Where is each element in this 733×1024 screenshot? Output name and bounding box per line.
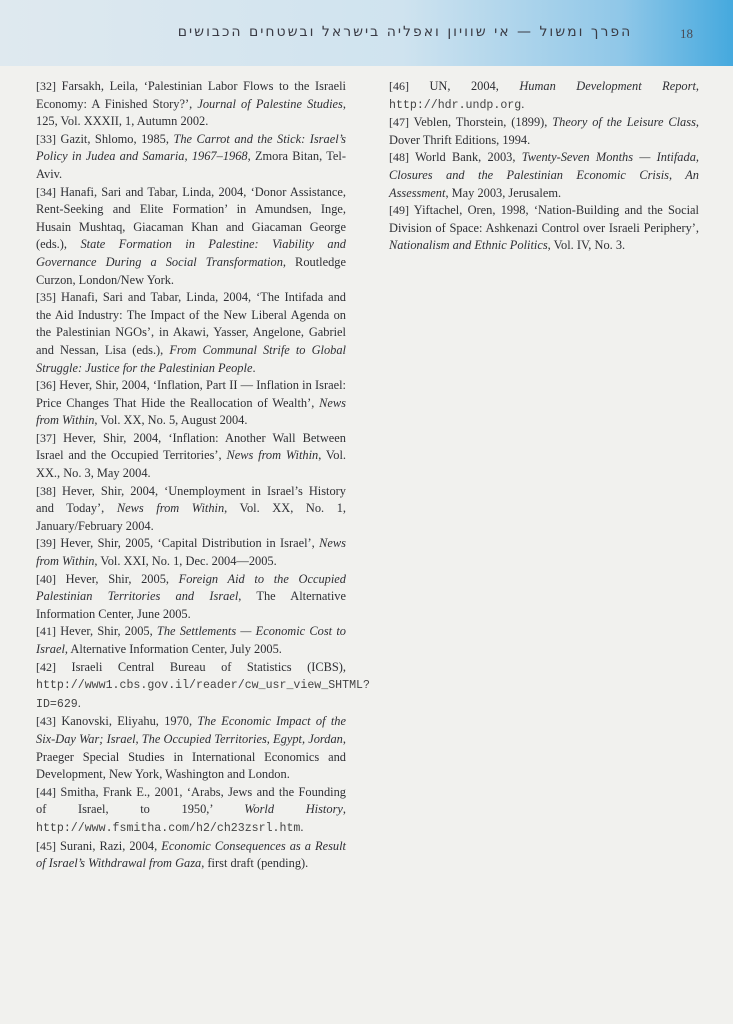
reference-text: Kanovski, Eliyahu, 1970,: [56, 714, 198, 729]
reference-number: [38]: [36, 483, 56, 498]
reference-entry: [36, 483, 346, 536]
reference-title: The Carrot and the Stick: Israel’s Policy in Judea and Samaria, 1967–1968: [36, 131, 346, 164]
reference-number: [41]: [36, 624, 56, 639]
reference-title: Foreign Aid to the Occupied Palestinian Territories and Israel: [36, 571, 346, 604]
page-number: 18: [680, 26, 693, 41]
reference-text: , 125, Vol. XXXII, 1, Autumn 2002.: [36, 96, 346, 129]
reference-title: From Communal Strife to Global Struggle: Justice for the Palestinian People: [36, 342, 346, 375]
reference-text: Israeli Central Bureau of Statistics (ICBS),: [56, 659, 346, 674]
reference-text: , Vol. XXI, No. 1, Dec. 2004—2005.: [94, 554, 277, 569]
reference-title: World History: [244, 802, 343, 817]
references-right-column: [389, 78, 699, 255]
reference-text: Hever, Shir, 2004, ‘Inflation, Part II — Inflation in Israel: Price Changes That Hide the Reallocation of Wealth’,: [36, 378, 346, 410]
reference-entry: [36, 184, 346, 290]
reference-url: http://www.fsmitha.com/h2/ch23zsrl.htm: [36, 821, 301, 835]
reference-title: State Formation in Palestine: Viability and Governance During a Social Transformation: [36, 237, 347, 269]
reference-number: [46]: [389, 79, 409, 93]
reference-number: [39]: [36, 536, 56, 551]
reference-text: , Praeger Special Studies in International Economics and Development, New York, Washington and London.: [36, 731, 346, 782]
reference-text: , Vol. XX., No. 3, May 2004.: [36, 448, 346, 481]
reference-number: [48]: [389, 150, 409, 165]
reference-text: .: [521, 96, 525, 111]
reference-text: .: [252, 360, 256, 375]
reference-text: ,: [342, 802, 346, 817]
reference-text: Hever, Shir, 2005,: [56, 571, 179, 586]
reference-entry: [36, 289, 346, 377]
reference-text: UN, 2004,: [409, 79, 520, 93]
reference-title: Theory of the Leisure Class: [552, 115, 696, 130]
reference-text: , The Alternative Information Center, June 2005.: [36, 589, 346, 621]
reference-text: , Routledge Curzon, London/New York.: [36, 254, 346, 287]
reference-title: Journal of Palestine Studies: [197, 96, 343, 111]
references-left-column: [36, 78, 370, 873]
reference-number: [44]: [36, 784, 56, 799]
reference-text: Hever, Shir, 2004, ‘Unemployment in Israel’s History and Today’,: [36, 483, 346, 516]
reference-title: News from Within: [226, 448, 319, 463]
reference-entry: [36, 377, 346, 430]
reference-number: [37]: [36, 430, 56, 445]
reference-entry: [36, 131, 346, 184]
reference-title: The Economic Impact of the Six-Day War; Israel, The Occupied Territories, Egypt, Jordan: [36, 714, 346, 746]
reference-number: [32]: [36, 79, 56, 93]
reference-title: Twenty-Seven Months — Intifada, Closures and the Palestinian Economic Crisis, An Assessment: [389, 150, 699, 200]
reference-text: Smitha, Frank E., 2001, ‘Arabs, Jews and the Founding of Israel, to 1950,’: [36, 784, 346, 817]
reference-title: News from Within: [116, 501, 225, 516]
reference-entry: [389, 202, 699, 255]
reference-entry: [36, 623, 346, 658]
reference-number: [42]: [36, 659, 56, 674]
reference-text: , Zmora Bitan, Tel-Aviv.: [36, 149, 346, 181]
reference-entry: [36, 430, 346, 483]
reference-title: Human Development Report: [519, 79, 696, 93]
reference-text: Hever, Shir, 2005,: [56, 624, 157, 639]
reference-text: Surani, Razi, 2004,: [56, 838, 162, 853]
reference-text: World Bank, 2003,: [409, 150, 522, 165]
reference-text: , Alternative Information Center, July 2005.: [64, 642, 282, 656]
reference-text: ,: [695, 79, 699, 93]
reference-text: .: [300, 819, 304, 834]
reference-entry: [36, 535, 346, 570]
reference-number: [49]: [389, 203, 409, 218]
reference-entry: [389, 78, 699, 114]
reference-entry: [389, 114, 699, 149]
reference-number: [40]: [36, 571, 56, 586]
reference-text: Hanafi, Sari and Tabar, Linda, 2004, ‘The Intifada and the Aid Industry: The Impact of the New Liberal Agenda on the Palestinian NGOs’, in Akawi, Yasser, Angelone, Gabriel and Nessan, Lisa (eds.),: [36, 290, 346, 357]
reference-title: News from Within: [36, 536, 346, 569]
reference-entry: [389, 149, 699, 202]
reference-text: Hever, Shir, 2005, ‘Capital Distribution in Israel’,: [56, 536, 320, 551]
reference-text: Hever, Shir, 2004, ‘Inflation: Another Wall Between Israel and the Occupied Territories’,: [36, 430, 346, 463]
reference-text: , Vol. IV, No. 3.: [547, 238, 626, 253]
reference-entry: [36, 571, 346, 624]
reference-entry: [36, 659, 370, 714]
reference-entry: [36, 713, 346, 783]
reference-text: Veblen, Thorstein, (1899),: [409, 115, 553, 130]
reference-url: http://hdr.undp.org: [389, 98, 522, 112]
reference-text: Yiftachel, Oren, 1998, ‘Nation-Building and the Social Division of Space: Ashkenazi Control over Israeli Periphery’,: [389, 203, 699, 235]
reference-entry: [36, 78, 346, 131]
reference-number: [45]: [36, 838, 56, 853]
reference-number: [47]: [389, 115, 409, 130]
reference-url: http://www1.cbs.gov.il/reader/cw_usr_view_SHTML?ID=629: [36, 679, 370, 711]
reference-number: [34]: [36, 184, 56, 199]
reference-text: , Vol. XX, No. 5, August 2004.: [94, 413, 248, 428]
reference-text: Hanafi, Sari and Tabar, Linda, 2004, ‘Donor Assistance, Rent-Seeking and Elite Formation’ in Amundsen, Inge, Husain Mushtaq, Giacaman Khan and Giacaman George (eds.),: [36, 184, 346, 252]
reference-number: [35]: [36, 290, 56, 305]
reference-text: , Dover Thrift Editions, 1994.: [389, 115, 699, 147]
reference-text: Farsakh, Leila, ‘Palestinian Labor Flows to the Israeli Economy: A Finished Story?’,: [36, 79, 346, 111]
reference-text: .: [77, 695, 81, 710]
reference-title: The Settlements — Economic Cost to Israel: [36, 624, 346, 656]
reference-text: , May 2003, Jerusalem.: [445, 185, 562, 200]
running-header-title: הפרך ומשול — אי שוויון ואפליה בישראל ובשטחים הכבושים: [177, 24, 633, 40]
reference-title: Nationalism and Ethnic Politics: [389, 238, 548, 253]
reference-title: Economic Consequences as a Result of Israel’s Withdrawal from Gaza: [36, 838, 346, 871]
reference-title: News from Within: [36, 395, 346, 428]
reference-entry: [36, 784, 346, 838]
reference-text: , Vol. XX, No. 1, January/February 2004.: [36, 501, 346, 533]
reference-number: [43]: [36, 714, 56, 729]
reference-number: [36]: [36, 378, 56, 393]
reference-text: , first draft (pending).: [201, 856, 309, 871]
reference-entry: [36, 838, 346, 873]
page-header: [0, 0, 733, 66]
reference-number: [33]: [36, 131, 56, 146]
reference-text: Gazit, Shlomo, 1985,: [56, 131, 174, 146]
